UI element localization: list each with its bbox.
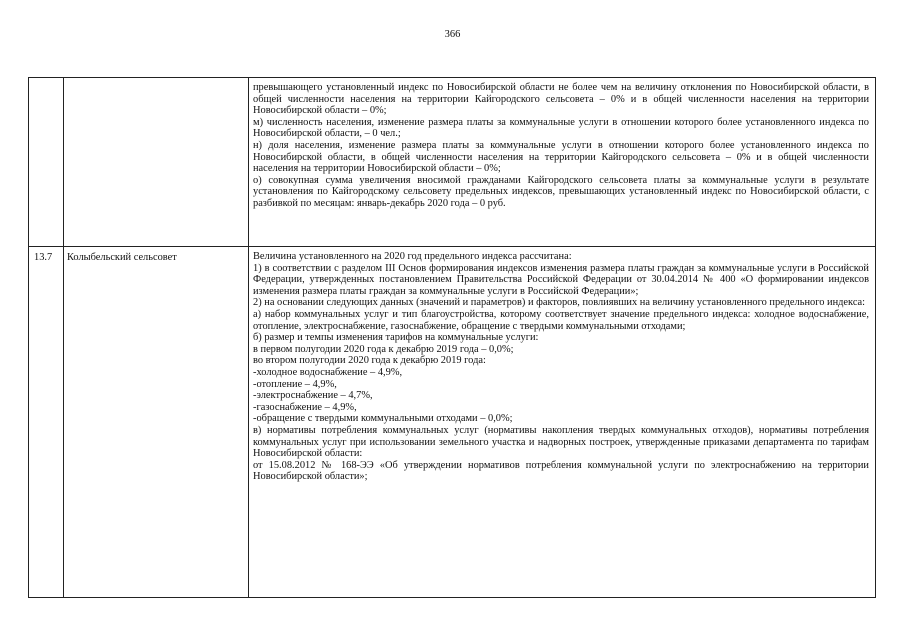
paragraph: -газоснабжение – 4,9%,	[253, 401, 357, 413]
paragraph: 1) в соответствии с разделом III Основ формирования индексов изменения размера платы граждан за коммунальные услуги в Российской Федерации, утвержденных постановлением Правительства Российской Федерации от 30.04.2014 № 400 «О формировании индексов изменения размера платы граждан за коммунальные услуги в Российской Федерации»;	[253, 262, 869, 297]
paragraph: -электроснабжение – 4,7%,	[253, 390, 373, 402]
paragraph: в) нормативы потребления коммунальных услуг (нормативы накопления твердых коммунальных отходов), нормативы потребления коммунальных услуг при использовании земельного участка и надворных построек, утвержденные приказами департамента по тарифам Новосибирской области:	[253, 424, 869, 460]
paragraph: Величина установленного на 2020 год предельного индекса рассчитана:	[253, 251, 572, 262]
row-name: Колыбельский сельсовет	[67, 252, 177, 263]
paragraph: от 15.08.2012 № 168-ЭЭ «Об утверждении нормативов потребления коммунальной услуги по электроснабжению на территории Новосибирской области»;	[253, 459, 869, 483]
paragraph: о) совокупная сумма увеличения вносимой гражданами Кайгородского сельсовета платы за коммунальные услуги в результате установления по Кайгородскому сельсовету предельных индексов, превышающих установленный индекс по Новосибирской области, с разбивкой по месяцам: январь-декабрь 2020 года – 0 руб.	[253, 174, 869, 209]
paragraph: во втором полугодии 2020 года к декабрю 2019 года:	[253, 355, 486, 367]
document-table	[28, 77, 876, 598]
paragraph: н) доля населения, изменение размера платы за коммунальные услуги в отношении которого более установленного индекса по Новосибирской области, в общей численности населения на территории Кайгородского сельсовета – 0% и в общей численности населения на территории Новосибирской области – 0%;	[253, 139, 869, 175]
page-number: 366	[444, 29, 461, 40]
row-description-cell	[249, 78, 876, 247]
table-row	[29, 78, 876, 247]
paragraph: 2) на основании следующих данных (значений и параметров) и факторов, повлиявших на величину установленного предельного индекса:	[253, 297, 866, 309]
paragraph: -обращение с твердыми коммунальными отходами – 0,0%;	[253, 413, 513, 425]
paragraph: -отопление – 4,9%,	[253, 378, 337, 390]
row-description-cell	[249, 247, 876, 598]
paragraph: превышающего установленный индекс по Новосибирской области не более чем на величину отклонения по Новосибирской области, в общей численности населения на территории Кайгородского сельсовета – 0% и в общей численности населения на территории Новосибирской области – 0%;	[253, 82, 869, 117]
row-number: 13.7	[34, 252, 53, 263]
table-row	[29, 247, 876, 598]
paragraph: б) размер и темпы изменения тарифов на коммунальные услуги:	[253, 332, 539, 344]
paragraph: м) численность населения, изменение размера платы за коммунальные услуги в отношении которого более установленного индекса по Новосибирской области, – 0 чел.;	[253, 116, 869, 140]
row-number-cell	[29, 247, 64, 598]
row-number-cell	[29, 78, 64, 247]
row-name	[64, 78, 248, 83]
row-name-cell	[64, 247, 249, 598]
row-name-cell	[64, 78, 249, 247]
paragraph: в первом полугодии 2020 года к декабрю 2019 года – 0,0%;	[253, 343, 514, 355]
paragraph: а) набор коммунальных услуг и тип благоустройства, которому соответствует значение предельного индекса: холодное водоснабжение, отопление, электроснабжение, газоснабжение, обращение с твердыми коммунальными отходами;	[253, 308, 869, 332]
paragraph: -холодное водоснабжение – 4,9%,	[253, 366, 403, 378]
row-number	[29, 78, 63, 83]
